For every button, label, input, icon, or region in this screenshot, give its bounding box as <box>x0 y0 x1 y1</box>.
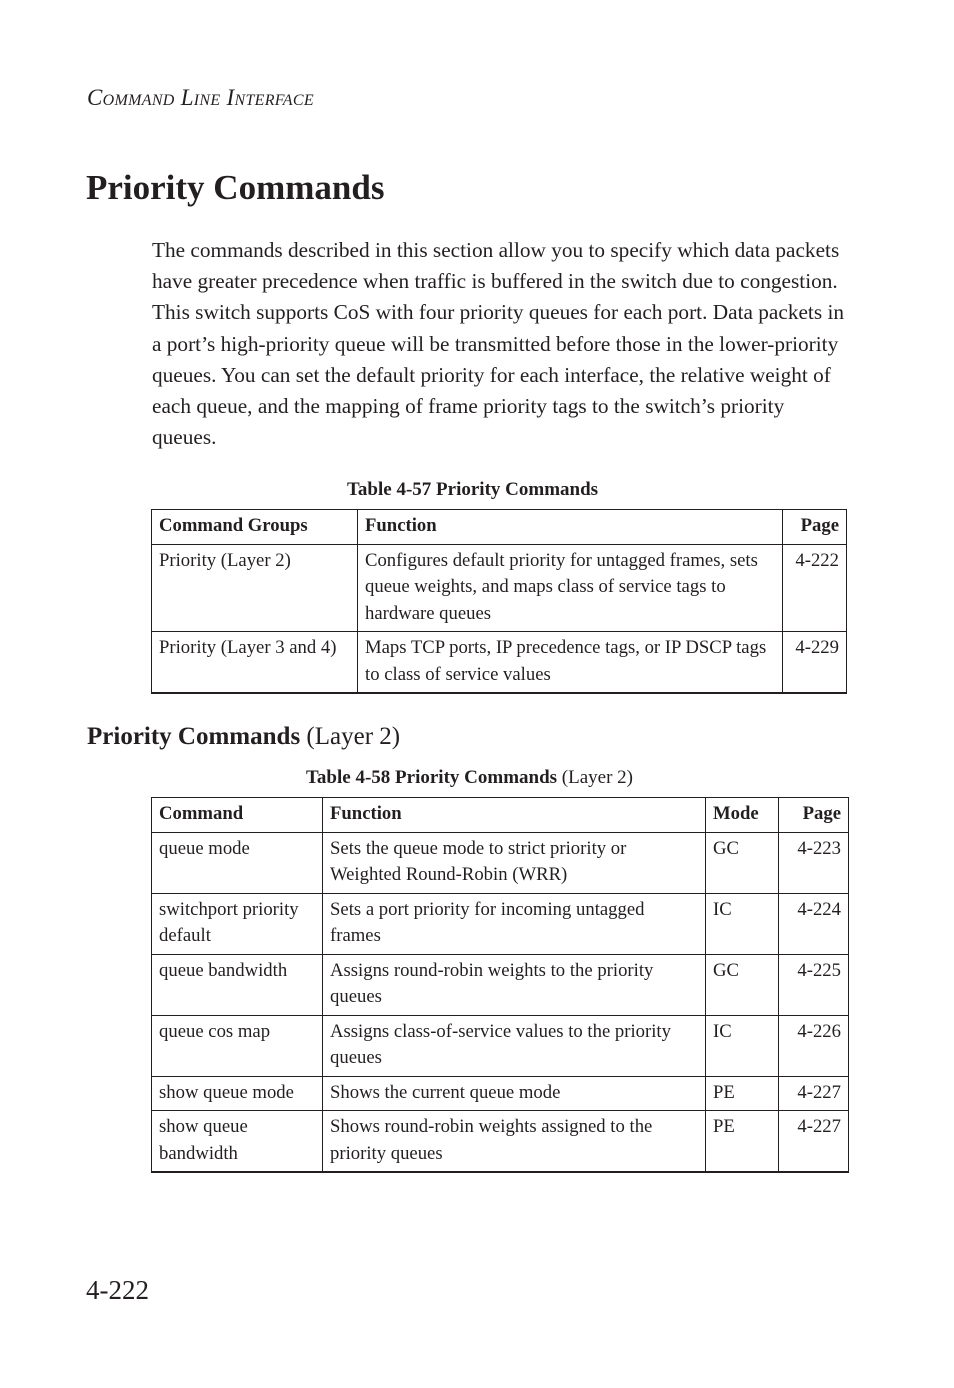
table-row <box>152 1015 849 1076</box>
mode-cell: PE <box>706 1111 779 1173</box>
mode-cell: IC <box>706 893 779 954</box>
table-row <box>152 1076 849 1111</box>
priority-layer2-commands-table <box>151 797 849 1173</box>
table-caption-4-58 <box>306 766 633 790</box>
mode-cell: IC <box>706 1015 779 1076</box>
table-header-row <box>152 510 847 545</box>
page-cell: 4-227 <box>779 1076 849 1111</box>
command-cell: show queue bandwidth <box>152 1111 323 1173</box>
column-header: Function <box>323 798 706 833</box>
running-head: Command Line Interface <box>87 85 314 110</box>
function-cell: Maps TCP ports, IP precedence tags, or IP DSCP tags to class of service values <box>358 632 783 694</box>
mode-cell: GC <box>706 832 779 893</box>
table-caption-label: Table 4-58 Priority Commands <box>306 767 558 788</box>
table-row <box>152 632 847 694</box>
column-header: Page <box>779 798 849 833</box>
table-caption-label: Table 4-57 Priority Commands <box>347 479 599 500</box>
page-title: Priority Commands <box>86 168 385 207</box>
mode-cell: GC <box>706 954 779 1015</box>
page-cell: 4-229 <box>783 632 847 694</box>
command-cell: queue bandwidth <box>152 954 323 1015</box>
column-header: Page <box>783 510 847 545</box>
table-caption-suffix: (Layer 2) <box>557 767 634 788</box>
command-group-cell: Priority (Layer 2) <box>152 544 358 632</box>
table-caption-4-57 <box>347 478 598 502</box>
table-row <box>152 954 849 1015</box>
command-cell: queue mode <box>152 832 323 893</box>
column-header: Function <box>358 510 783 545</box>
function-cell: Sets a port priority for incoming untagged frames <box>323 893 706 954</box>
column-header: Mode <box>706 798 779 833</box>
command-cell: show queue mode <box>152 1076 323 1111</box>
command-cell: switchport priority default <box>152 893 323 954</box>
section-title-suffix: (Layer 2) <box>300 723 401 750</box>
table-row <box>152 893 849 954</box>
section-title-bold: Priority Commands <box>87 723 301 750</box>
column-header: Command <box>152 798 323 833</box>
function-cell: Assigns round-robin weights to the priority queues <box>323 954 706 1015</box>
page-number: 4-222 <box>86 1275 149 1305</box>
page-cell: 4-223 <box>779 832 849 893</box>
command-cell: queue cos map <box>152 1015 323 1076</box>
page-cell: 4-222 <box>783 544 847 632</box>
table-row <box>152 1111 849 1173</box>
page-cell: 4-224 <box>779 893 849 954</box>
command-group-cell: Priority (Layer 3 and 4) <box>152 632 358 694</box>
table-header-row <box>152 798 849 833</box>
mode-cell: PE <box>706 1076 779 1111</box>
page-cell: 4-227 <box>779 1111 849 1173</box>
function-cell: Assigns class-of-service values to the priority queues <box>323 1015 706 1076</box>
priority-command-groups-table <box>151 509 847 694</box>
table-row <box>152 832 849 893</box>
column-header: Command Groups <box>152 510 358 545</box>
page-cell: 4-226 <box>779 1015 849 1076</box>
function-cell: Sets the queue mode to strict priority or Weighted Round-Robin (WRR) <box>323 832 706 893</box>
page-cell: 4-225 <box>779 954 849 1015</box>
function-cell: Shows round-robin weights assigned to the priority queues <box>323 1111 706 1173</box>
function-cell: Shows the current queue mode <box>323 1076 706 1111</box>
table-row <box>152 544 847 632</box>
function-cell: Configures default priority for untagged frames, sets queue weights, and maps class of service tags to hardware queues <box>358 544 783 632</box>
intro-paragraph: The commands described in this section allow you to specify which data packets have greater precedence when traffic is buffered in the switch due to congestion. This switch supports CoS with four priority queues for each port. Data packets in a port’s high-priority queue will be transmitted before those in the lower-priority queues. You can set the default priority for each interface, the relative weight of each queue, and the mapping of frame priority tags to the switch’s priority queues. <box>152 238 845 450</box>
section-title-layer-2 <box>87 721 400 753</box>
